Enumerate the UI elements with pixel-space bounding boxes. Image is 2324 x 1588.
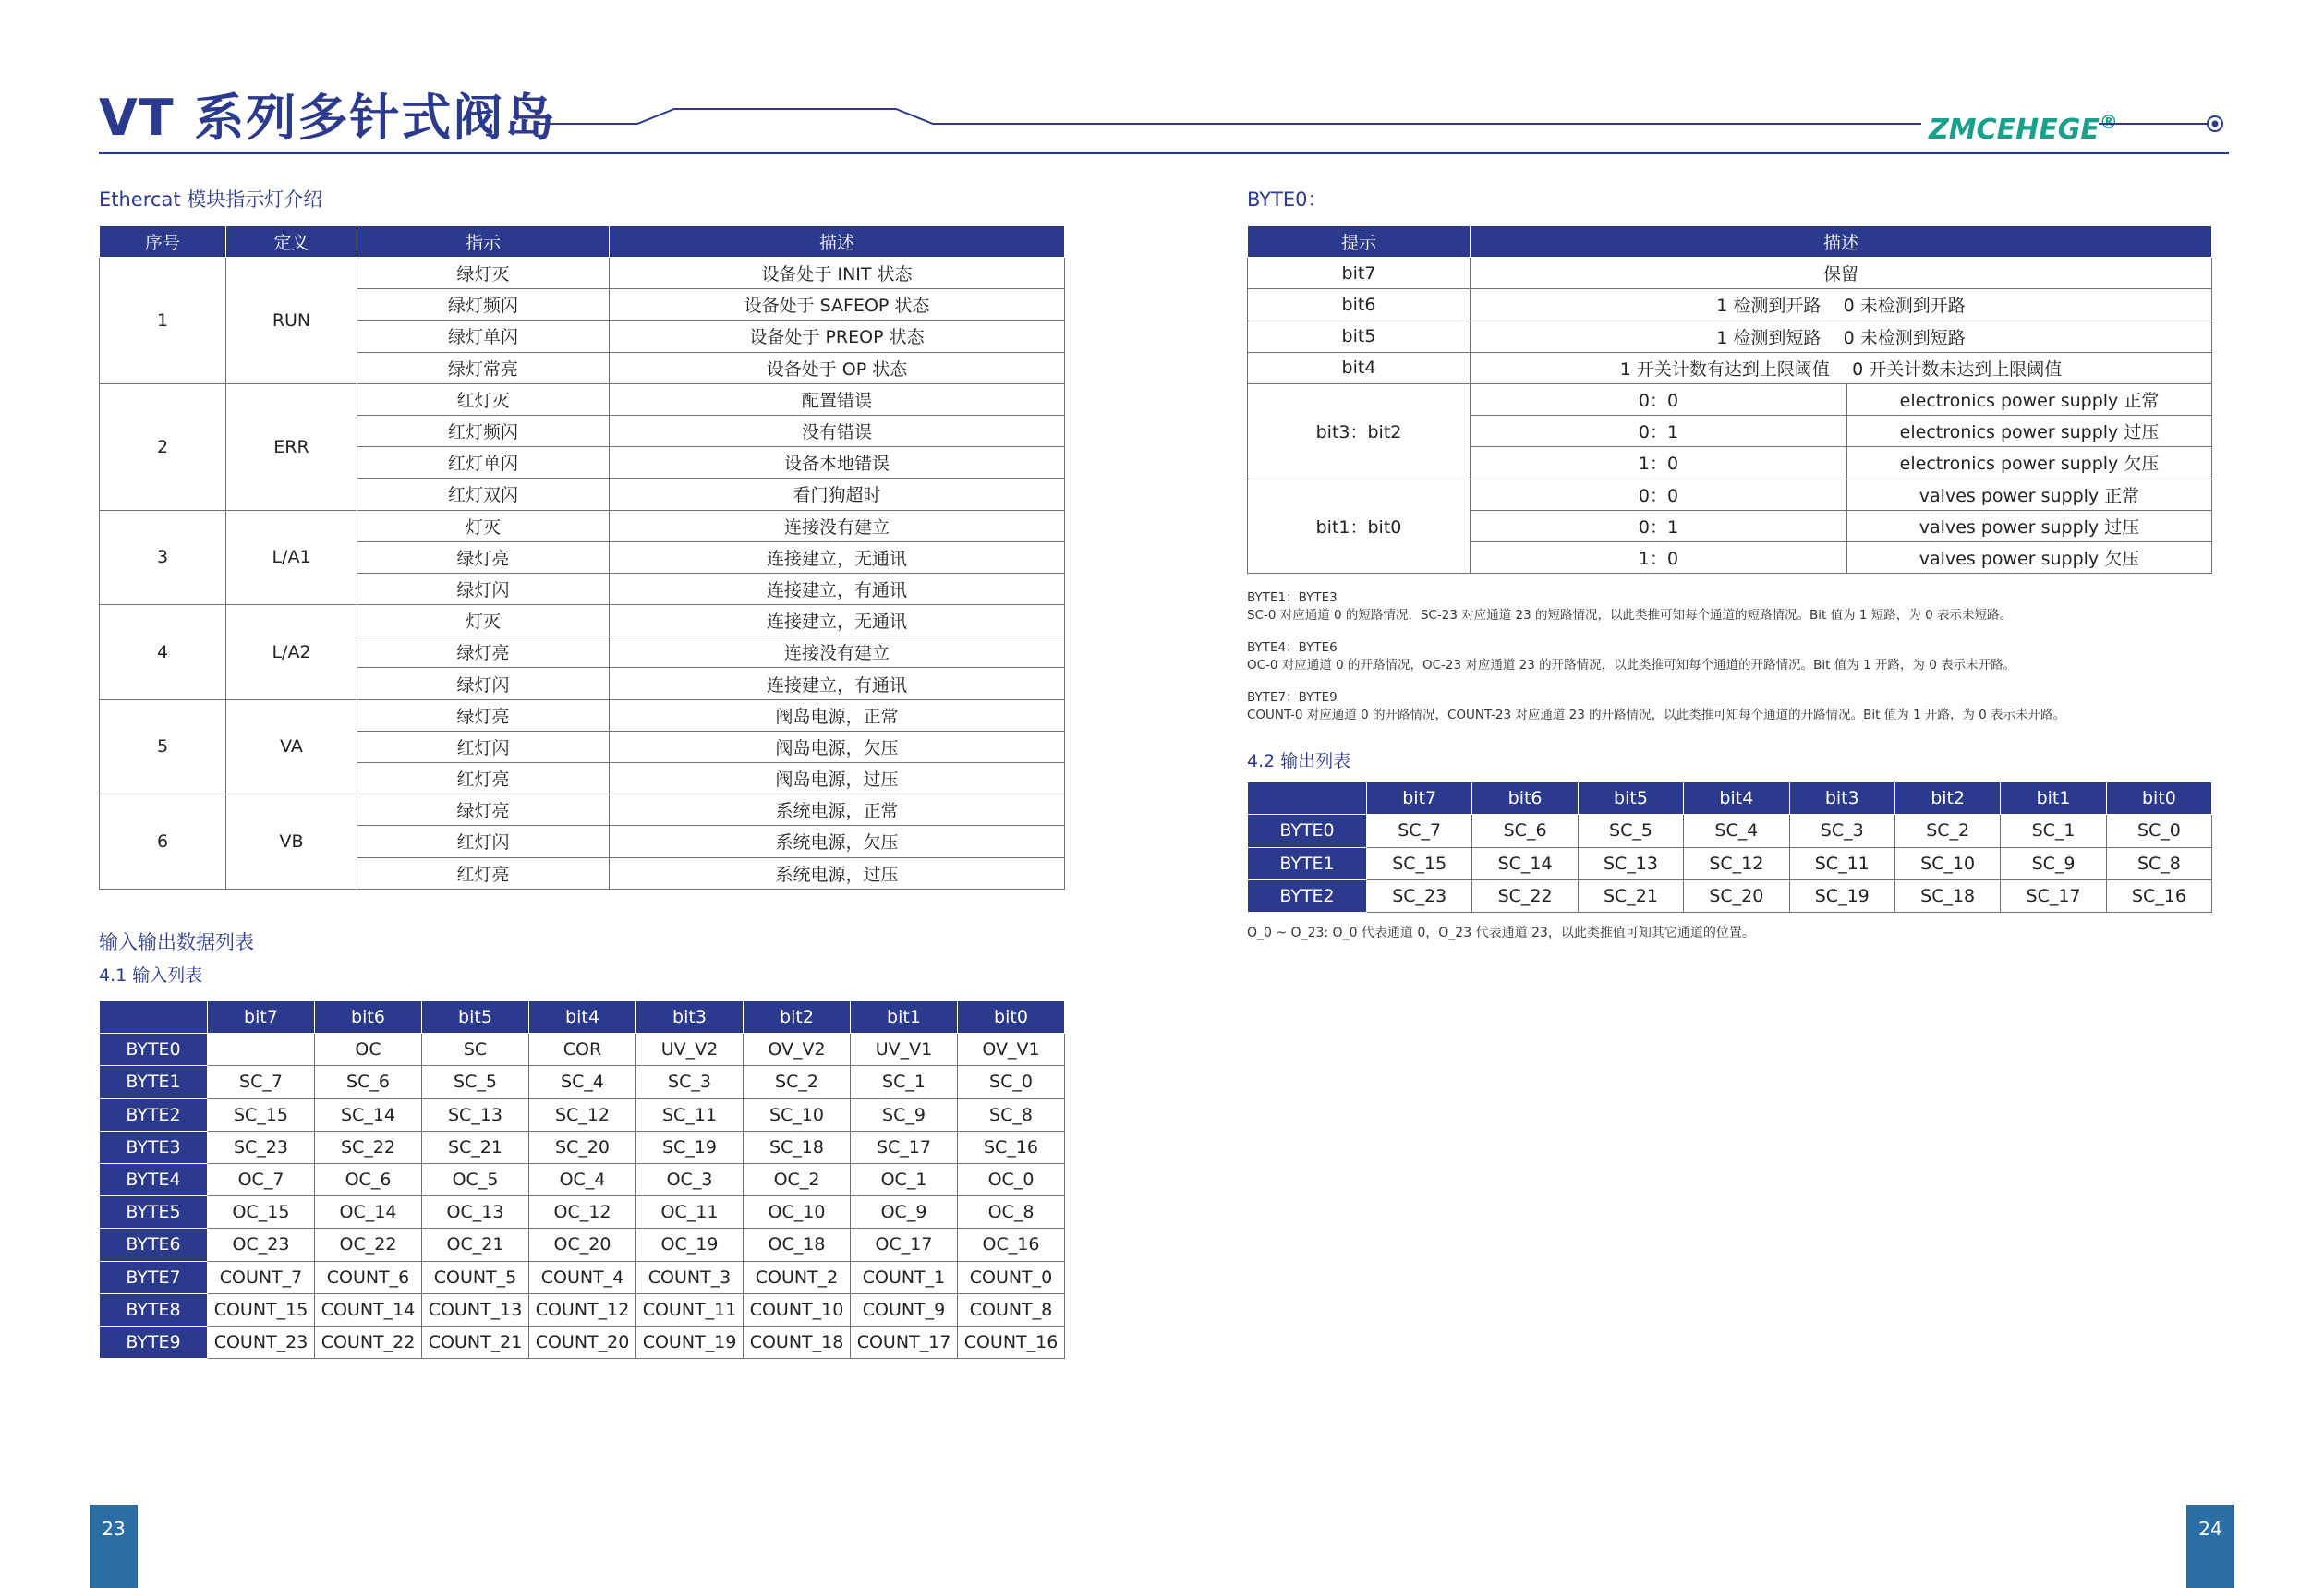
output-bit-header: bit2 — [1894, 782, 2000, 815]
input-corner — [100, 1001, 208, 1034]
input-cell: OC_20 — [529, 1229, 636, 1261]
led-indication: 绿灯闪 — [357, 668, 610, 699]
output-cell: SC_21 — [1578, 879, 1683, 912]
input-cell: OC_10 — [744, 1196, 851, 1229]
led-group-number: 1 — [100, 258, 226, 384]
input-cell: OC_19 — [636, 1229, 744, 1261]
input-cell: OC_13 — [422, 1196, 529, 1229]
input-cell: COUNT_17 — [851, 1326, 958, 1358]
input-cell: COUNT_6 — [315, 1261, 422, 1293]
led-indication: 红灯灭 — [357, 383, 610, 415]
led-indication: 绿灯亮 — [357, 636, 610, 668]
input-cell: UV_V1 — [851, 1034, 958, 1066]
byte0-value: 1：0 — [1471, 447, 1847, 479]
input-cell: OV_V1 — [958, 1034, 1065, 1066]
input-cell — [208, 1034, 315, 1066]
led-indication: 红灯频闪 — [357, 415, 610, 446]
input-cell: SC_3 — [636, 1066, 744, 1098]
input-row-label: BYTE2 — [100, 1098, 208, 1131]
led-indication: 绿灯闪 — [357, 573, 610, 604]
led-description: 看门狗超时 — [610, 479, 1065, 510]
input-row-label: BYTE3 — [100, 1131, 208, 1163]
input-row-label: BYTE7 — [100, 1261, 208, 1293]
output-cell: SC_3 — [1789, 815, 1894, 847]
input-cell: COUNT_16 — [958, 1326, 1065, 1358]
led-indication: 灯灭 — [357, 605, 610, 636]
led-indication: 绿灯常亮 — [357, 352, 610, 383]
note-count — [1247, 689, 2065, 724]
input-row-label: BYTE9 — [100, 1326, 208, 1358]
table-row — [1248, 479, 2212, 510]
input-cell: OC_8 — [958, 1196, 1065, 1229]
led-description: 系统电源，欠压 — [610, 826, 1065, 857]
input-cell: SC_11 — [636, 1098, 744, 1131]
byte0-meaning: valves power supply 过压 — [1847, 510, 2212, 541]
table-row — [100, 1098, 1065, 1131]
input-cell: OV_V2 — [744, 1034, 851, 1066]
input-cell: COUNT_23 — [208, 1326, 315, 1358]
input-cell: COUNT_1 — [851, 1261, 958, 1293]
led-indication: 绿灯亮 — [357, 541, 610, 573]
byte0-meaning: electronics power supply 正常 — [1847, 383, 2212, 415]
input-list-title: 4.1 输入列表 — [99, 965, 203, 986]
input-cell: SC_5 — [422, 1066, 529, 1098]
input-cell: SC_4 — [529, 1066, 636, 1098]
input-cell: COUNT_4 — [529, 1261, 636, 1293]
input-row-label: BYTE0 — [100, 1034, 208, 1066]
byte0-description: 1 检测到开路 0 未检测到开路 — [1471, 289, 2212, 321]
led-header-cell: 描述 — [610, 226, 1065, 258]
input-cell: COUNT_8 — [958, 1293, 1065, 1326]
output-list-table — [1247, 782, 2212, 913]
byte0-table-header — [1248, 226, 2212, 258]
byte0-description: 保留 — [1471, 258, 2212, 289]
note-oc-head: BYTE4：BYTE6 — [1247, 640, 1338, 655]
note-sc-head: BYTE1：BYTE3 — [1247, 590, 1338, 605]
input-cell: SC_19 — [636, 1131, 744, 1163]
led-header-cell: 序号 — [100, 226, 226, 258]
led-description: 连接建立，无通讯 — [610, 541, 1065, 573]
input-cell: SC_8 — [958, 1098, 1065, 1131]
input-cell: SC_10 — [744, 1098, 851, 1131]
led-indication: 绿灯灭 — [357, 258, 610, 289]
byte-notes — [1247, 589, 2065, 724]
led-indication: 绿灯单闪 — [357, 321, 610, 352]
table-row — [100, 794, 1065, 826]
led-group-definition: L/A2 — [226, 605, 357, 700]
led-description: 连接建立，无通讯 — [610, 605, 1065, 636]
input-row-label: BYTE6 — [100, 1229, 208, 1261]
input-row-label: BYTE1 — [100, 1066, 208, 1098]
input-cell: UV_V2 — [636, 1034, 744, 1066]
input-row-label: BYTE8 — [100, 1293, 208, 1326]
note-sc — [1247, 589, 2065, 624]
output-footnote: O_0 ~ O_23: O_0 代表通道 0，O_23 代表通道 23，以此类推值可知其它通道的位置。 — [1247, 926, 1755, 940]
input-bit-header: bit7 — [208, 1001, 315, 1034]
byte0-group-label: bit1：bit0 — [1248, 479, 1471, 574]
input-cell: OC_12 — [529, 1196, 636, 1229]
output-cell: SC_22 — [1472, 879, 1578, 912]
input-row-label: BYTE5 — [100, 1196, 208, 1229]
table-row — [1248, 321, 2212, 352]
input-cell: COUNT_15 — [208, 1293, 315, 1326]
input-cell: SC_23 — [208, 1131, 315, 1163]
table-row — [100, 1196, 1065, 1229]
byte0-meaning: electronics power supply 欠压 — [1847, 447, 2212, 479]
output-bit-header: bit4 — [1684, 782, 1789, 815]
input-cell: COUNT_11 — [636, 1293, 744, 1326]
output-cell: SC_13 — [1578, 847, 1683, 879]
page-number-right: 24 — [2186, 1505, 2234, 1588]
led-group-definition: ERR — [226, 383, 357, 510]
input-cell: COUNT_9 — [851, 1293, 958, 1326]
led-description: 设备处于 PREOP 状态 — [610, 321, 1065, 352]
input-cell: SC_9 — [851, 1098, 958, 1131]
byte0-bit: bit6 — [1248, 289, 1471, 321]
input-cell: COUNT_2 — [744, 1261, 851, 1293]
output-cell: SC_19 — [1789, 879, 1894, 912]
table-row — [100, 1163, 1065, 1195]
table-row — [100, 1293, 1065, 1326]
input-cell: OC_0 — [958, 1163, 1065, 1195]
input-cell: SC_14 — [315, 1098, 422, 1131]
input-cell: SC_17 — [851, 1131, 958, 1163]
input-cell: SC — [422, 1034, 529, 1066]
table-row — [1248, 847, 2212, 879]
led-group-definition: VA — [226, 699, 357, 794]
led-indication: 绿灯频闪 — [357, 289, 610, 321]
led-indication: 红灯亮 — [357, 857, 610, 889]
brand-name: ZMCEHEGE — [1929, 114, 2100, 146]
byte0-bit: bit7 — [1248, 258, 1471, 289]
input-cell: OC_9 — [851, 1196, 958, 1229]
output-cell: SC_14 — [1472, 847, 1578, 879]
led-group-number: 5 — [100, 699, 226, 794]
byte0-section-title: BYTE0： — [1247, 188, 1327, 211]
note-sc-text: SC-0 对应通道 0 的短路情况，SC-23 对应通道 23 的短路情况，以此类推可知每个通道的短路情况。Bit 值为 1 短路，为 0 表示未短路。 — [1247, 608, 2012, 623]
input-bit-header: bit2 — [744, 1001, 851, 1034]
input-cell: SC_12 — [529, 1098, 636, 1131]
output-cell: SC_17 — [2001, 879, 2106, 912]
output-cell: SC_1 — [2001, 815, 2106, 847]
header-divider — [99, 152, 2229, 154]
page-title: VT 系列多针式阀岛 — [99, 89, 557, 147]
byte0-meaning: valves power supply 欠压 — [1847, 541, 2212, 573]
registered-mark: ® — [2099, 111, 2118, 133]
input-cell: COR — [529, 1034, 636, 1066]
input-cell: OC_5 — [422, 1163, 529, 1195]
output-cell: SC_18 — [1894, 879, 2000, 912]
output-corner — [1248, 782, 1367, 815]
output-cell: SC_4 — [1684, 815, 1789, 847]
led-description: 设备处于 INIT 状态 — [610, 258, 1065, 289]
note-count-head: BYTE7：BYTE9 — [1247, 690, 1338, 705]
table-row — [100, 1131, 1065, 1163]
byte0-value: 0：1 — [1471, 416, 1847, 447]
output-bit-header: bit0 — [2106, 782, 2211, 815]
output-bit-header: bit6 — [1472, 782, 1578, 815]
led-group-number: 6 — [100, 794, 226, 890]
input-cell: COUNT_7 — [208, 1261, 315, 1293]
input-cell: OC_18 — [744, 1229, 851, 1261]
input-cell: OC_22 — [315, 1229, 422, 1261]
input-cell: OC_17 — [851, 1229, 958, 1261]
output-list-title: 4.2 输出列表 — [1247, 751, 1351, 771]
output-cell: SC_15 — [1367, 847, 1472, 879]
input-cell: OC_15 — [208, 1196, 315, 1229]
led-group-number: 3 — [100, 510, 226, 605]
led-indication: 红灯亮 — [357, 763, 610, 794]
led-header-cell: 指示 — [357, 226, 610, 258]
table-row — [100, 605, 1065, 636]
input-bit-header: bit1 — [851, 1001, 958, 1034]
input-cell: COUNT_3 — [636, 1261, 744, 1293]
output-bit-header: bit7 — [1367, 782, 1472, 815]
led-description: 连接建立，有通讯 — [610, 668, 1065, 699]
led-description: 配置错误 — [610, 383, 1065, 415]
led-description: 阀岛电源，正常 — [610, 699, 1065, 731]
note-oc — [1247, 639, 2065, 674]
byte0-header-desc: 描述 — [1471, 226, 2212, 258]
led-description: 设备处于 SAFEOP 状态 — [610, 289, 1065, 321]
table-row — [1248, 289, 2212, 321]
input-cell: COUNT_10 — [744, 1293, 851, 1326]
led-indication: 红灯双闪 — [357, 479, 610, 510]
led-description: 没有错误 — [610, 415, 1065, 446]
led-description: 系统电源，过压 — [610, 857, 1065, 889]
led-indication: 红灯单闪 — [357, 447, 610, 479]
table-row — [100, 1066, 1065, 1098]
page-number-left: 23 — [90, 1505, 138, 1588]
table-row — [100, 510, 1065, 541]
input-cell: SC_21 — [422, 1131, 529, 1163]
output-bit-header: bit3 — [1789, 782, 1894, 815]
io-section-title: 输入输出数据列表 — [99, 931, 254, 953]
led-indication: 绿灯亮 — [357, 699, 610, 731]
byte0-table — [1247, 225, 2212, 574]
led-group-definition: L/A1 — [226, 510, 357, 605]
output-cell: SC_12 — [1684, 847, 1789, 879]
input-cell: OC_6 — [315, 1163, 422, 1195]
output-cell: SC_9 — [2001, 847, 2106, 879]
header-rule-right — [2097, 111, 2235, 139]
output-header — [1248, 782, 2212, 815]
input-cell: SC_20 — [529, 1131, 636, 1163]
byte0-bit: bit4 — [1248, 352, 1471, 383]
led-description: 系统电源，正常 — [610, 794, 1065, 826]
output-bit-header: bit1 — [2001, 782, 2106, 815]
output-cell: SC_7 — [1367, 815, 1472, 847]
table-row — [100, 1229, 1065, 1261]
input-list-table — [99, 1000, 1065, 1359]
byte0-group-label: bit3：bit2 — [1248, 383, 1471, 479]
led-section-title: Ethercat 模块指示灯介绍 — [99, 188, 323, 211]
table-row — [1248, 383, 2212, 415]
input-cell: SC_16 — [958, 1131, 1065, 1163]
input-cell: COUNT_20 — [529, 1326, 636, 1358]
byte0-value: 1：0 — [1471, 541, 1847, 573]
input-cell: COUNT_13 — [422, 1293, 529, 1326]
table-row — [100, 1261, 1065, 1293]
output-bit-header: bit5 — [1578, 782, 1683, 815]
input-cell: COUNT_14 — [315, 1293, 422, 1326]
input-cell: OC_21 — [422, 1229, 529, 1261]
output-cell: SC_2 — [1894, 815, 2000, 847]
input-bit-header: bit5 — [422, 1001, 529, 1034]
note-count-text: COUNT-0 对应通道 0 的开路情况，COUNT-23 对应通道 23 的开路情况，以此类推可知每个通道的开路情况。Bit 值为 1 开路，为 0 表示未开路。 — [1247, 708, 2066, 722]
byte0-description: 1 开关计数有达到上限阈值 0 开关计数未达到上限阈值 — [1471, 352, 2212, 383]
input-cell: COUNT_19 — [636, 1326, 744, 1358]
led-description: 阀岛电源，欠压 — [610, 731, 1065, 762]
input-cell: SC_18 — [744, 1131, 851, 1163]
input-cell: SC_2 — [744, 1066, 851, 1098]
output-row-label: BYTE0 — [1248, 815, 1367, 847]
input-cell: OC_1 — [851, 1163, 958, 1195]
table-row — [100, 699, 1065, 731]
led-table-header — [100, 226, 1065, 258]
input-cell: COUNT_18 — [744, 1326, 851, 1358]
led-group-number: 2 — [100, 383, 226, 510]
byte0-value: 0：1 — [1471, 510, 1847, 541]
input-cell: COUNT_21 — [422, 1326, 529, 1358]
led-indication: 绿灯亮 — [357, 794, 610, 826]
input-cell: OC_3 — [636, 1163, 744, 1195]
table-row — [100, 258, 1065, 289]
table-row — [100, 1034, 1065, 1066]
input-cell: SC_1 — [851, 1066, 958, 1098]
output-cell: SC_20 — [1684, 879, 1789, 912]
input-cell: COUNT_0 — [958, 1261, 1065, 1293]
input-cell: OC_14 — [315, 1196, 422, 1229]
input-bit-header: bit0 — [958, 1001, 1065, 1034]
byte0-bit: bit5 — [1248, 321, 1471, 352]
byte0-header-hint: 提示 — [1248, 226, 1471, 258]
input-cell: SC_22 — [315, 1131, 422, 1163]
input-bit-header: bit3 — [636, 1001, 744, 1034]
table-row — [1248, 879, 2212, 912]
input-cell: OC_7 — [208, 1163, 315, 1195]
input-cell: COUNT_12 — [529, 1293, 636, 1326]
led-description: 连接没有建立 — [610, 636, 1065, 668]
output-cell: SC_5 — [1578, 815, 1683, 847]
output-cell: SC_0 — [2106, 815, 2211, 847]
input-cell: SC_0 — [958, 1066, 1065, 1098]
byte0-meaning: electronics power supply 过压 — [1847, 416, 2212, 447]
table-row — [100, 383, 1065, 415]
input-row-label: BYTE4 — [100, 1163, 208, 1195]
table-row — [1248, 258, 2212, 289]
input-cell: OC_2 — [744, 1163, 851, 1195]
input-cell: SC_6 — [315, 1066, 422, 1098]
input-cell: OC_11 — [636, 1196, 744, 1229]
input-bit-header: bit6 — [315, 1001, 422, 1034]
output-cell: SC_8 — [2106, 847, 2211, 879]
output-row-label: BYTE1 — [1248, 847, 1367, 879]
output-cell: SC_10 — [1894, 847, 2000, 879]
input-bit-header: bit4 — [529, 1001, 636, 1034]
led-description: 设备本地错误 — [610, 447, 1065, 479]
led-indication: 灯灭 — [357, 510, 610, 541]
output-cell: SC_23 — [1367, 879, 1472, 912]
led-description: 设备处于 OP 状态 — [610, 352, 1065, 383]
led-group-number: 4 — [100, 605, 226, 700]
input-cell: COUNT_5 — [422, 1261, 529, 1293]
table-row — [1248, 352, 2212, 383]
output-row-label: BYTE2 — [1248, 879, 1367, 912]
led-indication: 红灯闪 — [357, 731, 610, 762]
input-cell: OC_16 — [958, 1229, 1065, 1261]
led-description: 连接没有建立 — [610, 510, 1065, 541]
input-header — [100, 1001, 1065, 1034]
input-cell: OC — [315, 1034, 422, 1066]
led-header-cell: 定义 — [226, 226, 357, 258]
input-cell: SC_15 — [208, 1098, 315, 1131]
input-cell: SC_7 — [208, 1066, 315, 1098]
byte0-meaning: valves power supply 正常 — [1847, 479, 2212, 510]
input-cell: COUNT_22 — [315, 1326, 422, 1358]
note-oc-text: OC-0 对应通道 0 的开路情况，OC-23 对应通道 23 的开路情况，以此类推可知每个通道的开路情况。Bit 值为 1 开路，为 0 表示未开路。 — [1247, 658, 2016, 673]
led-description: 阀岛电源，过压 — [610, 763, 1065, 794]
led-indicator-table — [99, 225, 1065, 890]
table-row — [1248, 815, 2212, 847]
led-indication: 红灯闪 — [357, 826, 610, 857]
led-group-definition: VB — [226, 794, 357, 890]
input-cell: SC_13 — [422, 1098, 529, 1131]
byte0-value: 0：0 — [1471, 383, 1847, 415]
brand-logo — [1929, 103, 2118, 149]
byte0-value: 0：0 — [1471, 479, 1847, 510]
output-cell: SC_11 — [1789, 847, 1894, 879]
header-rule-left — [536, 100, 1921, 137]
table-row — [100, 1326, 1065, 1358]
output-cell: SC_16 — [2106, 879, 2211, 912]
output-cell: SC_6 — [1472, 815, 1578, 847]
input-cell: OC_23 — [208, 1229, 315, 1261]
input-cell: OC_4 — [529, 1163, 636, 1195]
led-description: 连接建立，有通讯 — [610, 573, 1065, 604]
byte0-description: 1 检测到短路 0 未检测到短路 — [1471, 321, 2212, 352]
led-group-definition: RUN — [226, 258, 357, 384]
